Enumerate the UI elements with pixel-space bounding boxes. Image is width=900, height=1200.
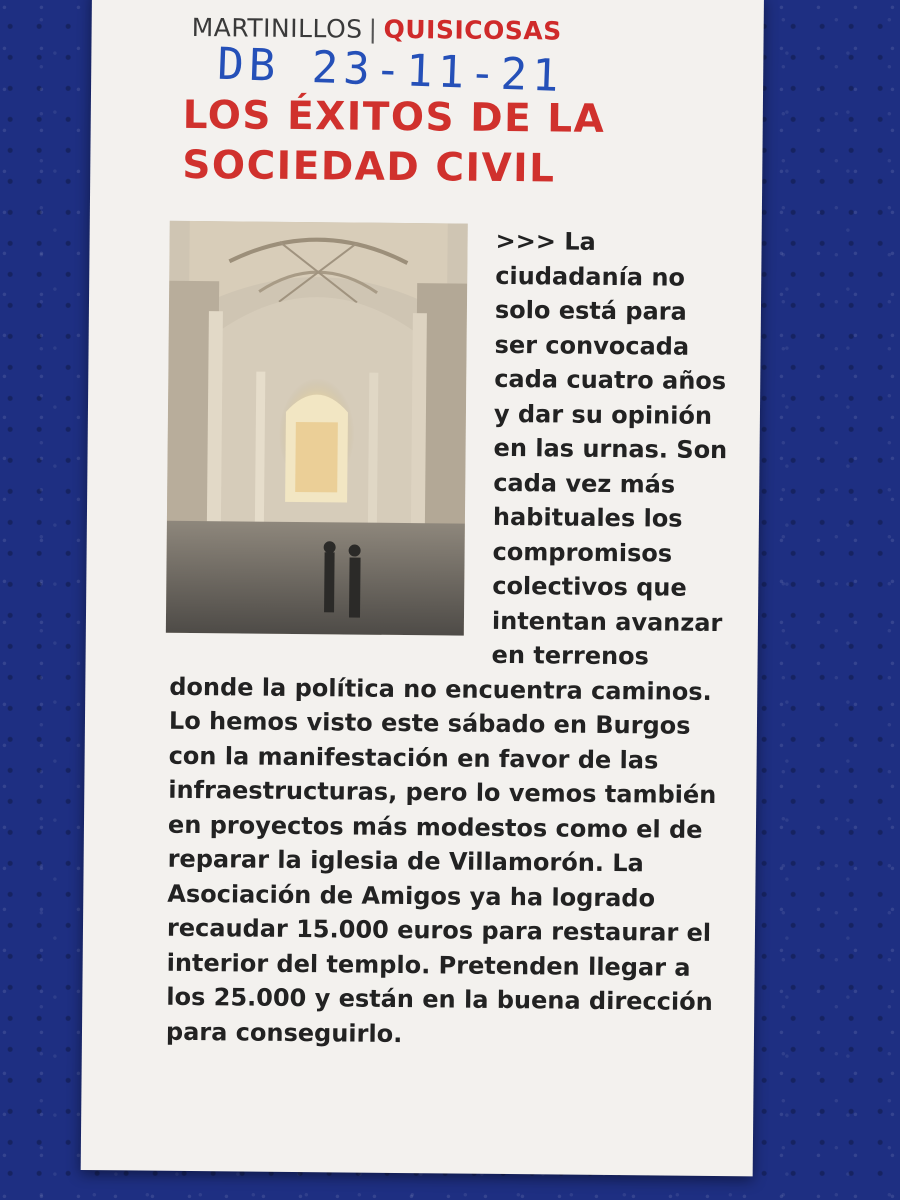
article-body — [166, 221, 734, 1054]
church-interior-illustration — [166, 221, 468, 636]
article-headline: LOS ÉXITOS DE LA SOCIEDAD CIVIL — [182, 92, 606, 192]
newspaper-clipping — [81, 0, 764, 1176]
church-interior-photo — [166, 221, 468, 636]
section-separator: | — [368, 14, 378, 44]
handwritten-date-note: DB 23-11-21 — [216, 38, 565, 103]
column-name: QUISICOSAS — [383, 14, 562, 46]
article-body-text: >>> La ciudadanía no solo está para ser convocada cada cuatro años y dar su opinión en las urnas. Son cada vez más habituales los compromisos colectivos que intentan avanzar en terrenos donde la política no encuentra caminos. Lo hemos visto este sábado en Burgos con la manifestación en favor de las infraestructuras, pero lo vemos también en proyectos más modestos como el de reparar la iglesia de Villamorón. La Asociación de Amigos ya ha logrado recaudar 15.000 euros para restaurar el interior del templo. Pretenden llegar a los 25.000 y están en la buena dirección para conseguirlo. — [165, 226, 728, 1048]
section-label: MARTINILLOS — [191, 12, 363, 44]
